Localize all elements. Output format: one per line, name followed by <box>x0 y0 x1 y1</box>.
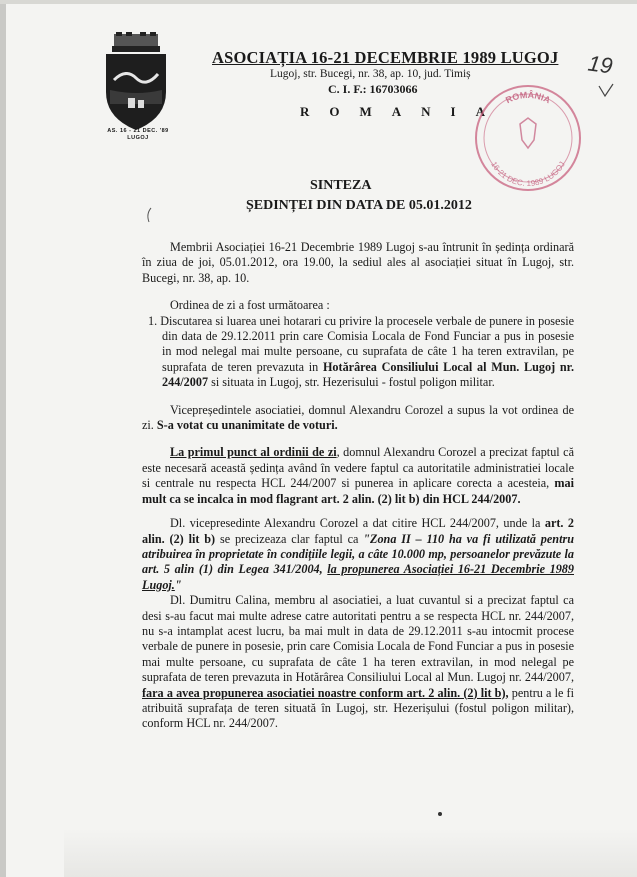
organization-address: Lugoj, str. Bucegi, nr. 38, ap. 10, jud. Timiș <box>270 68 471 80</box>
stamp-top-text: ROMÂNIA <box>503 89 553 106</box>
first-point-bold: mai mult ca se incalca in mod flagrant art. 2 alin. (2) lit b) din HCL 244/2007. <box>142 476 574 506</box>
hcl-quote-underlined: la propunerea Asociației 16-21 Decembrie 1989 Lugoj. <box>142 562 574 592</box>
hcl-quote-end: " <box>174 577 182 592</box>
page-top-edge <box>0 0 637 4</box>
organization-cif: C. I. F.: 16703066 <box>328 82 418 96</box>
first-point-heading: La primul punct al ordinii de zi <box>170 445 337 460</box>
document-title: SINTEZA <box>310 178 372 193</box>
paragraph-first-point <box>142 445 574 507</box>
agenda-item-location: si situata in Lugoj, str. Hezerisului - fostul poligon militar. <box>208 375 495 390</box>
crest-caption-line2: LUGOJ <box>127 135 149 141</box>
svg-text:16-21 DEC. 1989 LUGOJ <box>489 160 567 188</box>
calina-tail: pentru a le fi atribuită suprafața de teren situată în Lugoj, str. Hezerișului (fostul poligon militar), conform HCL nr. 244/2007. <box>142 685 574 731</box>
page-bottom-shadow <box>64 828 637 877</box>
hcl-reading-intro: Dl. vicepresedinte Alexandru Corozel a dat citire HCL 244/2007, unde la <box>170 516 545 531</box>
handwritten-mark-icon <box>597 82 615 100</box>
agenda-item <box>142 314 574 391</box>
city-coat-of-arms-icon <box>100 32 172 132</box>
calina-text: Dl. Dumitru Calina, membru al asociatiei, a luat cuvantul si a precizat faptul ca desi s-au facut mai multe adrese catre autoritati pentru a se respecta HCL nr. 244/2007, nu s-a intamplat acest lucru, ba mai mult in data de 29.12.2011 s-au intocmit procese verbale de punere in posesie, prin care Comisia Locala de Fond Funciar a pus in posesie mai multe persoane, cu suprafata de câte 1 ha teren extravilan, in mod nelegal pe suprafata de teren prevazuta in Hotărârea Consiliului Local al Mun. Lugoj nr. 244/2007, <box>142 593 574 685</box>
agenda-item-hcl-reference: Hotărârea Consiliului Local al Mun. Lugoj nr. 244/2007 <box>162 359 574 390</box>
calina-emphasis: fara a avea propunerea asociatiei noastre conform art. 2 alin. (2) lit b), <box>142 685 509 700</box>
hcl-quote: "Zona II – 110 ha va fi utilizată pentru atribuirea în proprietate în condițiile legii, a câte 10.000 mp, persoanelor prevăzute la art. 5 alin (1) din Legea 341/2004, <box>142 531 574 577</box>
page-left-edge <box>0 0 6 877</box>
first-point-text: , domnul Alexandru Corozel a precizat faptul că este necesară această ședința având în vedere faptul ca autoritatile administratiei locale si centrale nu respecta HCL 244/2007 si punerea in aplicare corecta a acesteia, <box>142 445 574 491</box>
agenda-item-number: 1. <box>148 313 158 328</box>
ink-dot <box>438 812 442 816</box>
paragraph-vote <box>142 403 574 434</box>
crest-caption-line1: AS. 16 - 21 DEC. '89 <box>107 128 169 134</box>
handwritten-page-number: 19 <box>586 50 615 79</box>
paragraph-members: Membrii Asociației 16-21 Decembrie 1989 Lugoj s-au întrunit în ședința ordinară în ziua de joi, 05.01.2012, ora 19.00, la sediul ales al asociației situat în Lugoj, str. Bucegi, nr. 38, ap. 10. <box>142 240 574 285</box>
paragraph-agenda-intro: Ordinea de zi a fost următoarea : <box>170 298 330 313</box>
paragraph-hcl-reading <box>142 516 574 593</box>
document-body <box>142 240 574 732</box>
svg-text:ROMÂNIA <box>504 89 553 106</box>
pen-mark-icon <box>144 206 154 224</box>
organization-country: ROMANIA <box>300 104 505 119</box>
paragraph-calina <box>142 593 574 732</box>
hcl-article-ref: art. 2 alin. (2) lit b) <box>142 516 575 546</box>
vote-text: Vicepreședintele asociatiei, domnul Alexandru Corozel a supus la vot ordinea de zi. <box>142 402 574 433</box>
vote-result: S-a votat cu unanimitate de voturi. <box>156 418 338 433</box>
agenda-item-text: Discutarea si luarea unei hotarari cu privire la procesele verbale de punere in posesie din data de 29.12.2011 prin care Comisia Locala de Fond Funciar a pus in posesie in mod nelegal mai multe persoane, cu suprafata de câte 1 ha teren extravilan, pe suprafata de teren prevazuta in <box>160 313 574 374</box>
crest-caption <box>96 128 180 142</box>
stamp-bottom-text: 16-21 DEC. 1989 LUGOJ <box>489 160 567 189</box>
association-round-stamp-icon <box>468 78 588 198</box>
hcl-reading-mid: se precizeaza clar faptul ca <box>215 531 364 546</box>
organization-name: ASOCIAȚIA 16-21 DECEMBRIE 1989 LUGOJ <box>212 48 559 67</box>
document-subtitle: ȘEDINȚEI DIN DATA DE 05.01.2012 <box>246 198 472 213</box>
